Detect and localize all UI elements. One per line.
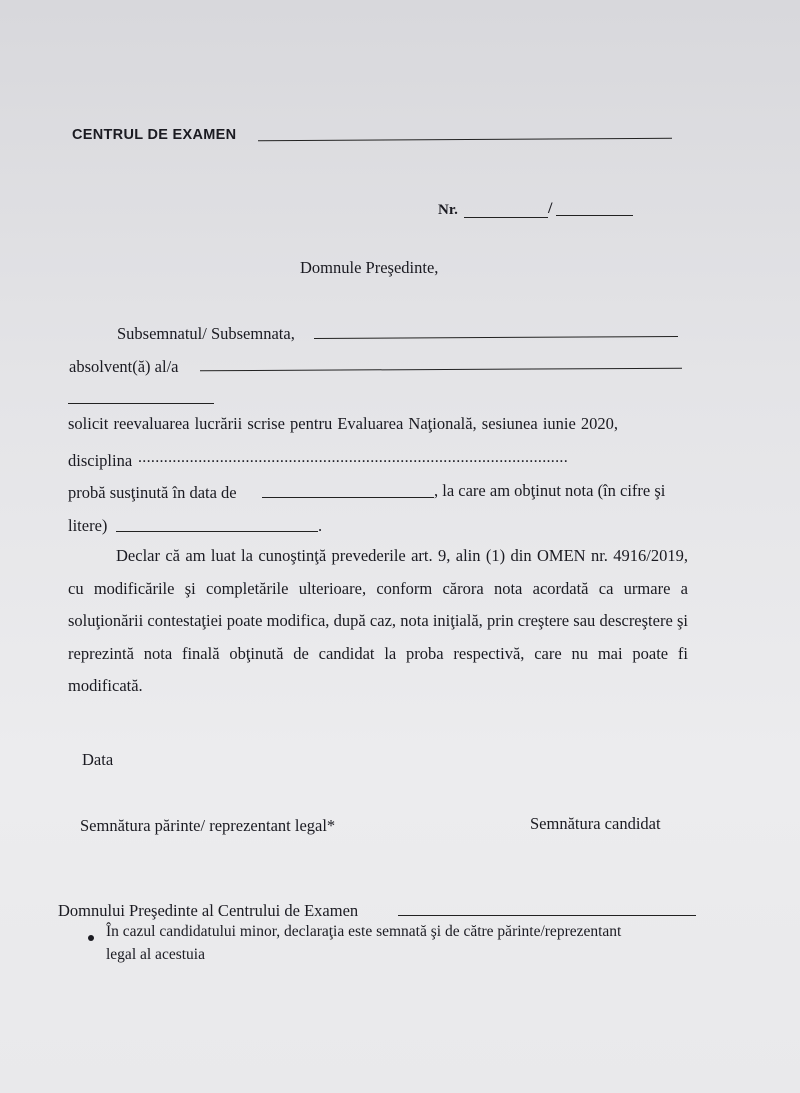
nr-label: Nr. bbox=[438, 202, 458, 218]
note-line-2: legal al acestuia bbox=[106, 946, 205, 963]
note-line-1: În cazul candidatului minor, declaraţia este semnată şi de către părinte/reprezentant bbox=[106, 923, 622, 940]
litere-label: litere) bbox=[68, 516, 108, 535]
absolvent-label: absolvent(ă) al/a bbox=[69, 357, 179, 376]
school-field-continued[interactable] bbox=[68, 402, 214, 404]
parent-signature-label: Semnătura părinte/ reprezentant legal* bbox=[80, 816, 336, 835]
grade-field[interactable] bbox=[116, 530, 318, 532]
nr-separator: / bbox=[548, 200, 553, 217]
proba-label: probă susţinută în data de bbox=[68, 483, 237, 502]
date-label: Data bbox=[82, 750, 114, 769]
nr-field-1[interactable] bbox=[464, 216, 548, 218]
exam-date-field[interactable] bbox=[262, 496, 434, 498]
litere-end: . bbox=[318, 516, 323, 535]
bullet-icon bbox=[88, 935, 94, 941]
disciplina-label: disciplina bbox=[68, 451, 133, 470]
exam-center-label: CENTRUL DE EXAMEN bbox=[72, 127, 237, 143]
exam-center-field[interactable] bbox=[258, 137, 672, 142]
disciplina-field[interactable]: .................................................................................................... bbox=[138, 449, 568, 466]
school-field[interactable] bbox=[200, 367, 682, 372]
name-field[interactable] bbox=[314, 335, 678, 339]
proba-suffix: , la care am obţinut nota (în cifre şi bbox=[434, 481, 666, 500]
addressee-text: Domnului Preşedinte al Centrului de Examen bbox=[58, 901, 359, 920]
declaration-paragraph: Declar că am luat la cunoştinţă prevederile art. 9, alin (1) din OMEN nr. 4916/2019, cu modificările şi completările ulterioare, conform cărora nota acordată ca urmare a soluţionării contestaţiei poate modifica, după caz, nota iniţială, prin creştere sau descreştere şi reprezintă nota finală obţinută de candidat la proba respectivă, care nu mai poate fi modificată. bbox=[68, 546, 688, 695]
addressee-field[interactable] bbox=[398, 914, 696, 916]
subsemnatul-label: Subsemnatul/ Subsemnata, bbox=[117, 324, 295, 343]
salutation: Domnule Preşedinte, bbox=[300, 258, 439, 277]
candidate-signature-label: Semnătura candidat bbox=[530, 814, 661, 833]
nr-field-2[interactable] bbox=[556, 214, 633, 216]
request-text: solicit reevaluarea lucrării scrise pentru Evaluarea Naţională, sesiunea iunie 2020, bbox=[68, 414, 619, 433]
